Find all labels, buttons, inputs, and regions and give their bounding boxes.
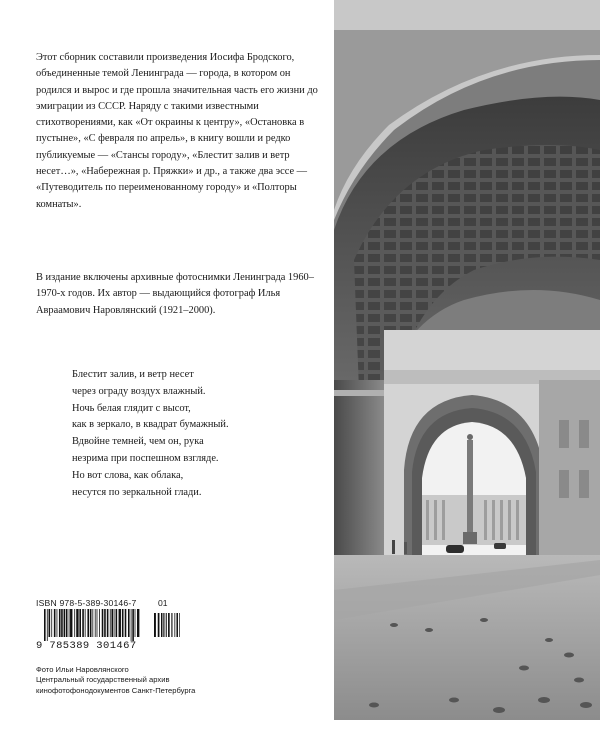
barcode-bar [163, 613, 164, 637]
barcode-bar [54, 609, 56, 637]
barcode-bar [110, 609, 111, 637]
poem-line: Ночь белая глядит с высот, [72, 402, 191, 414]
barcode-bar [168, 613, 170, 637]
barcode-bar [59, 609, 61, 637]
photo-credits [36, 665, 296, 696]
barcode-bar [102, 609, 104, 637]
credit-line: Центральный государственный архив [36, 675, 170, 685]
barcode-bar [70, 609, 72, 637]
barcode-bar [74, 609, 75, 637]
barcode-bar [99, 609, 100, 637]
barcode-bar [111, 609, 113, 637]
barcode-bar [79, 609, 81, 637]
barcode-bar [166, 613, 167, 637]
barcode-bar [154, 613, 156, 637]
isbn-barcode [44, 609, 180, 641]
barcode-bar [49, 609, 51, 637]
barcode-bar [82, 609, 84, 637]
description-paragraph-1: Этот сборник составили произведения Иосифа Бродского, объединенные темой Ленинграда — города, в котором он родился и вырос и где прошла значительная часть его жизни до эмиграции из СССР. Наряду с такими известными стихотворениями, как «От окраины к центру», «Остановка в пустыне», «С февраля по апрель», в книгу вошли и редко публикуемые — «Стансы городу», «Блестит залив и ветр несет…», «Набережная р. Пряжки» и др., а также два эссе — «Путеводитель по переименованному городу» и «Полторы комнаты». [36, 52, 318, 210]
barcode-bar [57, 609, 58, 637]
barcode-bar [119, 609, 121, 637]
description-paragraph-2: В издание включены архивные фотоснимки Ленинграда 1960–1970-х годов. Их автор — выдающийся фотограф Илья Авраамович Наровлянский (1921–2000). [36, 272, 314, 316]
barcode-bar [97, 609, 98, 637]
barcode-digits: 9 785389 301467 [36, 640, 137, 652]
barcode-bar [85, 609, 86, 637]
barcode-bar [44, 609, 46, 641]
barcode-bar [176, 613, 178, 637]
barcode-bar [122, 609, 124, 637]
barcode-bar [179, 613, 180, 637]
poem-line: незрима при поспешном взгляде. [72, 452, 219, 464]
barcode-bar [174, 613, 175, 637]
barcode-bar [61, 609, 63, 637]
barcode-bar [66, 609, 68, 637]
barcode-bar [47, 609, 48, 641]
barcode-bar [125, 609, 127, 637]
barcode-bar [128, 609, 130, 637]
barcode-bar [158, 613, 160, 637]
barcode-bar [104, 609, 106, 637]
barcode-bar [107, 609, 109, 637]
isbn-addon-digits: 01 [158, 598, 168, 608]
barcode-bar [95, 609, 96, 637]
barcode-bar [76, 609, 78, 637]
barcode-bar [87, 609, 89, 637]
barcode-bar [131, 609, 132, 641]
barcode-bar [69, 609, 70, 637]
poem-line: несутся по зеркальной глади. [72, 486, 202, 498]
poem-line: Вдвойне темней, чем он, рука [72, 436, 204, 448]
barcode-bar [64, 609, 66, 637]
poem-line: Блестит залив, и ветр несет [72, 369, 194, 380]
poem-line: как в зеркало, в квадрат бумажный. [72, 419, 229, 431]
poem-line: Но вот слова, как облака, [72, 469, 184, 481]
barcode-bar [135, 609, 136, 637]
barcode-bar [114, 609, 115, 637]
barcode-bar [116, 609, 118, 637]
barcode-bar [92, 609, 93, 637]
barcode-bar [137, 609, 139, 637]
barcode-bar [90, 609, 92, 637]
barcode-bar [51, 609, 52, 637]
poem-excerpt [72, 367, 332, 501]
credit-line: кинофотофонодокументов Санкт-Петербурга [36, 685, 196, 695]
barcode-bar [161, 613, 162, 637]
cover-photo [334, 0, 600, 720]
credit-line: Фото Ильи Наровлянского [36, 665, 129, 674]
poem-line: через ограду воздух влажный. [72, 385, 206, 397]
isbn-label: ISBN 978-5-389-30146-7 [36, 598, 137, 608]
barcode-bar [171, 613, 172, 637]
barcode-bar [132, 609, 134, 641]
